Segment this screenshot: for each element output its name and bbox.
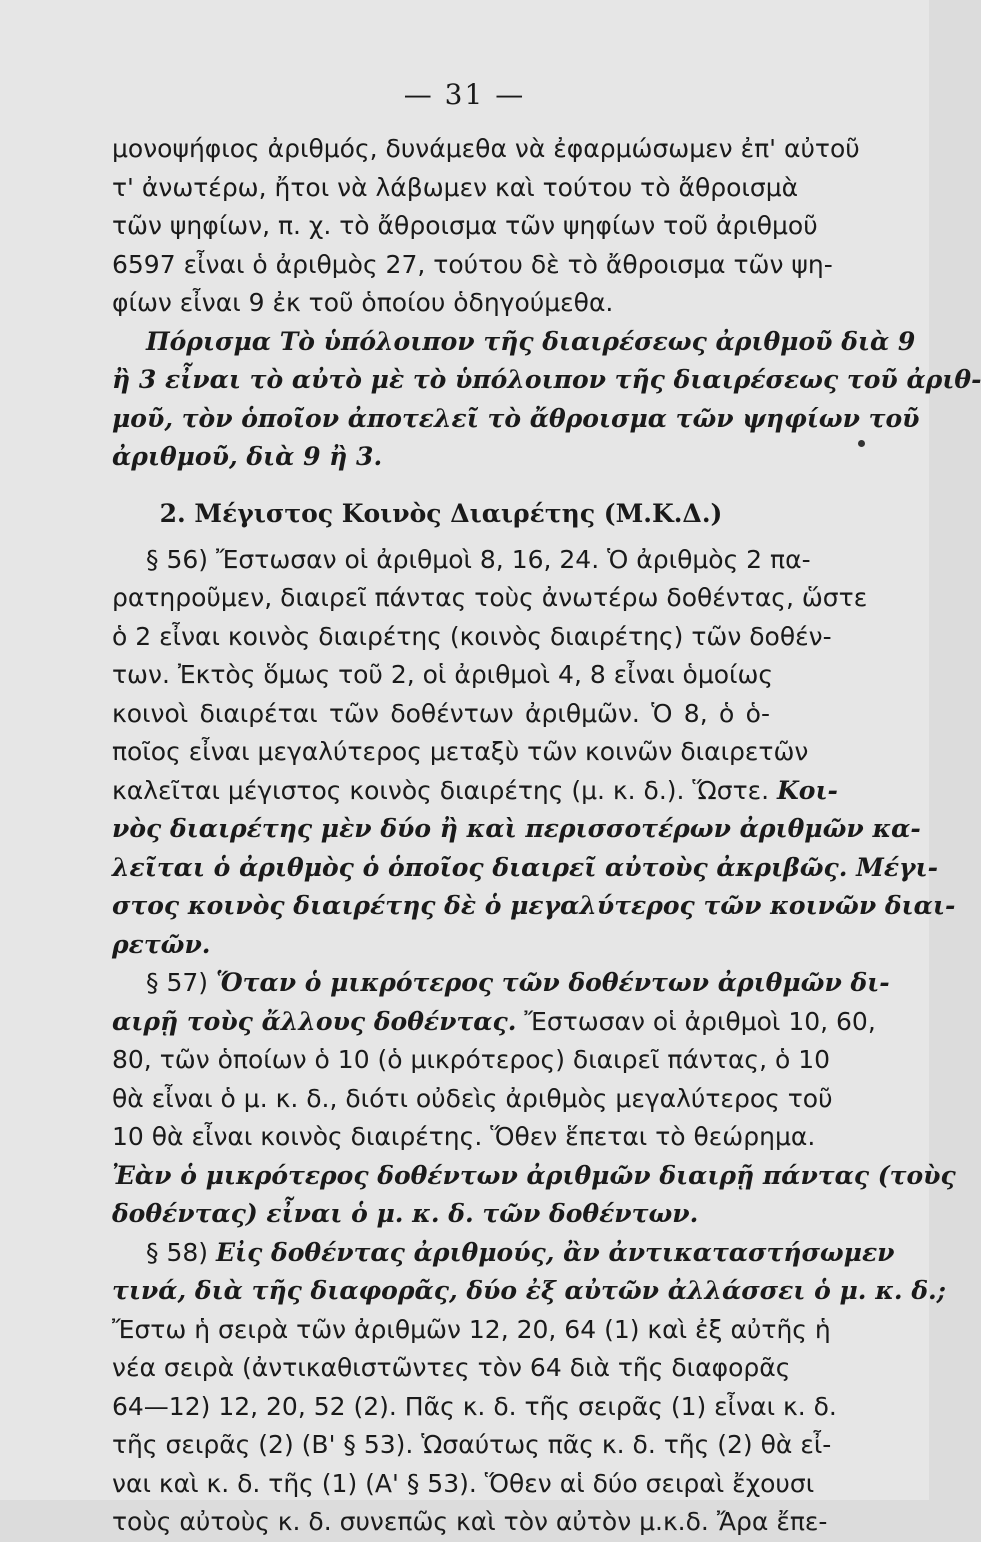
corollary-line: Πόρισμα Τὸ ὑπόλοιπον τῆς διαιρέσεως ἀριθμοῦ διὰ 9 <box>146 326 916 356</box>
corollary-line: μοῦ, τὸν ὁποῖον ἀποτελεῖ τὸ ἄθροισμα τῶν ψηφίων τοῦ <box>112 403 920 433</box>
ink-dot <box>858 440 865 447</box>
definition-line: νὸς διαιρέτης μὲν δύο ἢ καὶ περισσοτέρων ἀριθμῶν κα- <box>112 814 921 843</box>
text-line: § 56) Ἔστωσαν οἱ ἀριθμοὶ 8, 16, 24. Ὁ ἀριθμὸς 2 πα- <box>146 544 811 574</box>
text-line: ποῖος εἶναι μεγαλύτερος μεταξὺ τῶν κοινῶν διαιρετῶν <box>112 737 809 766</box>
corollary-line: ἀριθμοῦ, διὰ 9 ἢ 3. <box>112 442 383 471</box>
text-line: τῆς σειρᾶς (2) (Β' § 53). Ὡσαύτως πᾶς κ. δ. τῆς (2) θὰ εἶ- <box>112 1430 832 1459</box>
text-line: τ' ἀνωτέρω, ἤτοι νὰ λάβωμεν καὶ τούτου τὸ ἄθροισμὰ <box>112 172 799 202</box>
text-line: τοὺς αὐτοὺς κ. δ. συνεπῶς καὶ τὸν αὐτὸν μ.κ.δ. Ἄρα ἔπε- <box>112 1507 828 1536</box>
text-line: τῶν ψηφίων, π. χ. τὸ ἄθροισμα τῶν ψηφίων τοῦ ἀριθμοῦ <box>112 211 818 240</box>
section-heading: 2. Μέγιστος Κοινὸς Διαιρέτης (Μ.Κ.Δ.) <box>159 498 723 528</box>
text-line: φίων εἶναι 9 ἐκ τοῦ ὁποίου ὁδηγούμεθα. <box>112 288 614 317</box>
text-span: Ἔστωσαν οἱ ἀριθμοὶ 10, 60, <box>524 1006 876 1036</box>
definition-span: Κοι- <box>777 775 838 805</box>
text-line: 10 θὰ εἶναι κοινὸς διαιρέτης. Ὅθεν ἕπεται τὸ θεώρημα. <box>112 1122 816 1151</box>
text-span: καλεῖται μέγιστος κοινὸς διαιρέτης (μ. κ. δ.). Ὥστε. <box>112 775 770 805</box>
text-line: μονοψήφιος ἀριθμός, δυνάμεθα νὰ ἐφαρμώσωμεν ἐπ' αὐτοῦ <box>112 134 860 163</box>
text-line: ρατηροῦμεν, διαιρεῖ πάντας τοὺς ἀνωτέρω δοθέντας, ὥστε <box>112 583 868 612</box>
section-label: § 58) <box>146 1237 209 1267</box>
definition-line: λεῖται ὁ ἀριθμὸς ὁ ὁποῖος διαιρεῖ αὐτοὺς ἀκριβῶς. Μέγι- <box>112 852 938 882</box>
text-line: 6597 εἶναι ὁ ἀριθμὸς 27, τούτου δὲ τὸ ἄθροισμα τῶν ψη- <box>112 249 833 279</box>
text-line: θὰ εἶναι ὁ μ. κ. δ., διότι οὐδεὶς ἀριθμὸς μεγαλύτερος τοῦ <box>112 1083 833 1113</box>
text-line <box>112 772 838 811</box>
text-line <box>112 964 890 1003</box>
theorem-line: Ἐὰν ὁ μικρότερος δοθέντων ἀριθμῶν διαιρῇ πάντας (τοὺς <box>112 1160 956 1190</box>
text-line: 80, τῶν ὁποίων ὁ 10 (ὁ μικρότερος) διαιρεῖ πάντας, ὁ 10 <box>112 1045 831 1074</box>
text-line: των. Ἐκτὸς ὅμως τοῦ 2, οἱ ἀριθμοὶ 4, 8 εἶναι ὁμοίως <box>112 660 774 689</box>
text-line: 64—12) 12, 20, 52 (2). Πᾶς κ. δ. τῆς σειρᾶς (1) εἶναι κ. δ. <box>112 1391 837 1421</box>
italic-span: Εἰς δοθέντας ἀριθμούς, ἂν ἀντικαταστήσωμεν <box>215 1237 895 1267</box>
definition-line: ρετῶν. <box>112 929 211 959</box>
text-line: Ἔστω ἡ σειρὰ τῶν ἀριθμῶν 12, 20, 64 (1) καὶ ἐξ αὐτῆς ἡ <box>112 1314 831 1344</box>
italic-span: Ὅταν ὁ μικρότερος τῶν δοθέντων ἀριθμῶν δι- <box>215 968 890 997</box>
page-number: — 31 — <box>403 78 526 111</box>
section-label: § 57) <box>146 968 209 997</box>
text-line <box>112 1234 895 1273</box>
corollary-line: ἢ 3 εἶναι τὸ αὐτὸ μὲ τὸ ὑπόλοιπον τῆς διαιρέσεως τοῦ ἀριθ- <box>112 365 981 394</box>
text-line: ναι καὶ κ. δ. τῆς (1) (Α' § 53). Ὅθεν αἱ δύο σειραὶ ἔχουσι <box>112 1468 815 1498</box>
text-line: κοινοὶ διαιρέται τῶν δοθέντων ἀριθμῶν. Ὁ 8, ὁ ὁ- <box>112 698 770 728</box>
definition-line: στος κοινὸς διαιρέτης δὲ ὁ μεγαλύτερος τῶν κοινῶν διαι- <box>112 891 956 920</box>
text-line <box>112 1003 876 1042</box>
page-body <box>112 130 981 1542</box>
text-line: ὁ 2 εἶναι κοινὸς διαιρέτης (κοινὸς διαιρέτης) τῶν δοθέν- <box>112 621 832 651</box>
text-line: νέα σειρὰ (ἀντικαθιστῶντες τὸν 64 διὰ τῆς διαφορᾶς <box>112 1353 791 1382</box>
italic-span: αιρῇ τοὺς ἄλλους δοθέντας. <box>112 1006 517 1036</box>
theorem-line: δοθέντας) εἶναι ὁ μ. κ. δ. τῶν δοθέντων. <box>112 1199 699 1228</box>
italic-line: τινά, διὰ τῆς διαφορᾶς, δύο ἐξ αὐτῶν ἀλλάσσει ὁ μ. κ. δ.; <box>112 1276 946 1305</box>
